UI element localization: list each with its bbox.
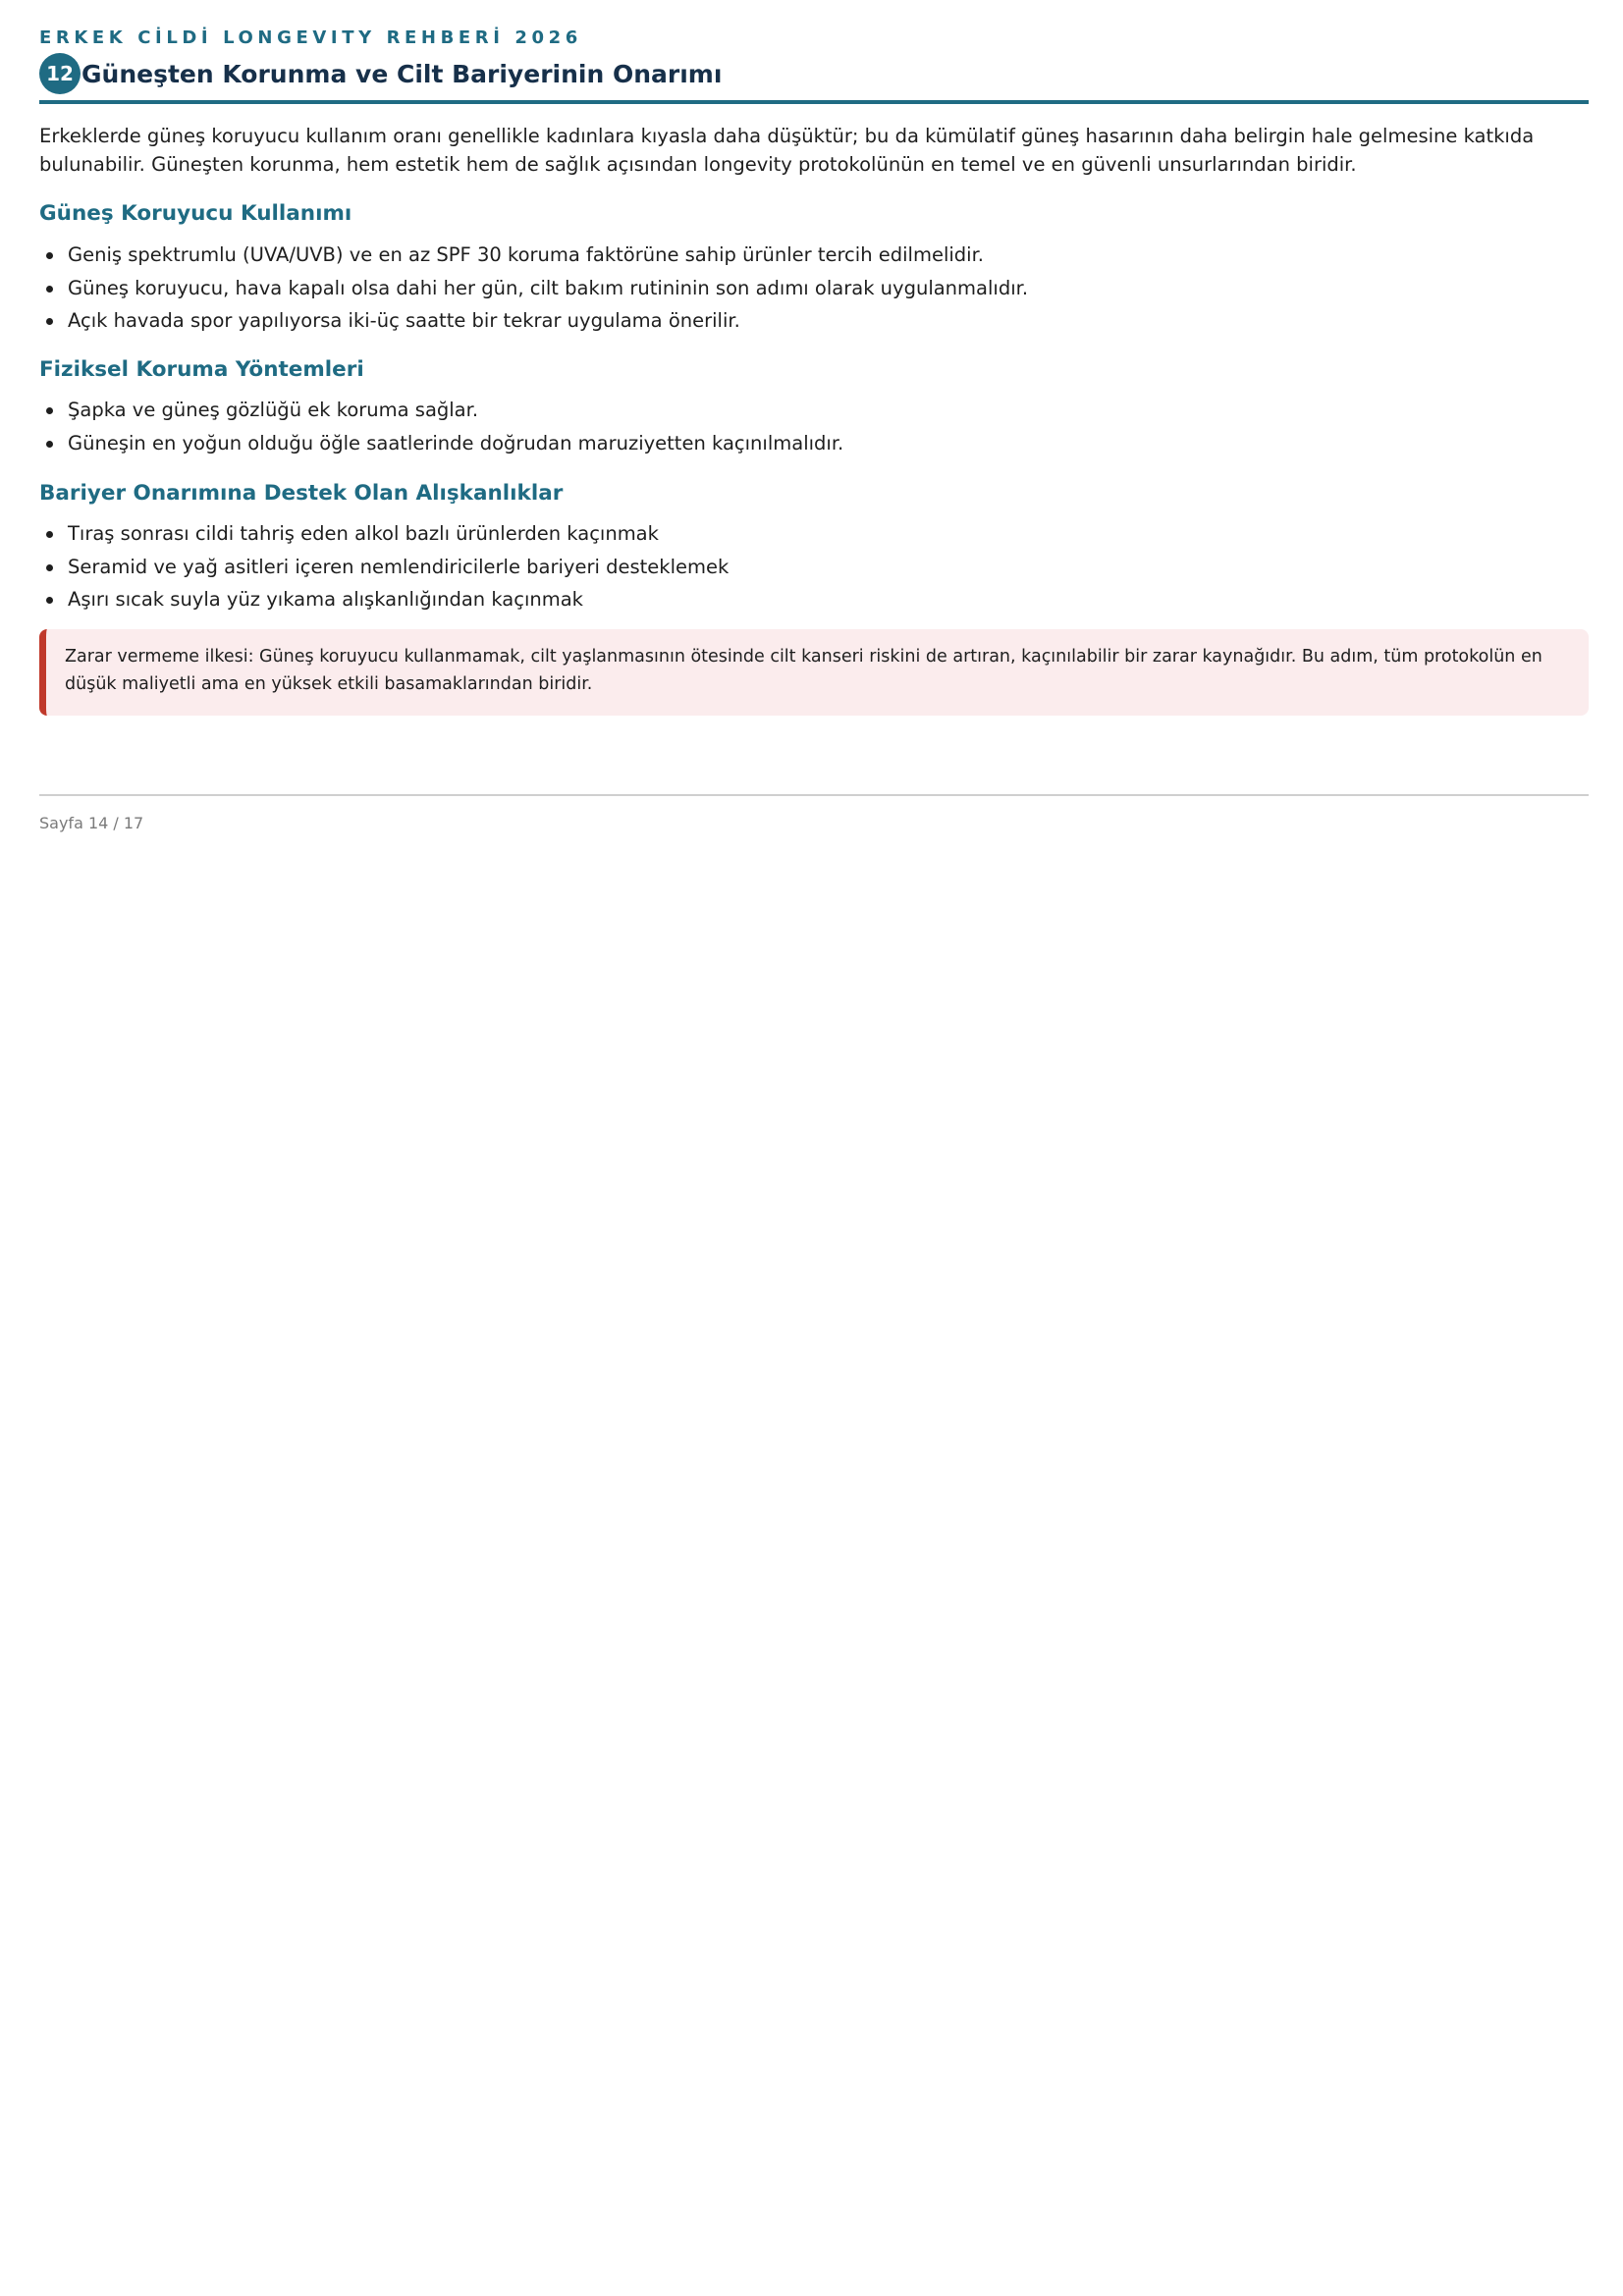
warning-callout bbox=[39, 629, 1589, 716]
page-number: Sayfa 14 / 17 bbox=[39, 814, 144, 832]
section-heading-barrier-habits: Bariyer Onarımına Destek Olan Alışkanlıklar bbox=[39, 481, 564, 506]
section-heading-physical-protection: Fiziksel Koruma Yöntemleri bbox=[39, 357, 364, 382]
list-item bbox=[39, 427, 1589, 460]
chapter-number-badge: 12 bbox=[39, 53, 81, 94]
bullet-dot-icon bbox=[46, 441, 53, 448]
list-item bbox=[39, 272, 1589, 305]
list-item-text: Güneş koruyucu, hava kapalı olsa dahi her gün, cilt bakım rutininin son adımı olarak uygulanmalıdır. bbox=[68, 276, 1029, 299]
chapter-title: Güneşten Korunma ve Cilt Bariyerinin Onarımı bbox=[81, 59, 723, 88]
intro-paragraph: Erkeklerde güneş koruyucu kullanım oranı genellikle kadınlara kıyasla daha düşüktür; bu da kümülatif güneş hasarının daha belirgin hale gelmesine katkıda bulunabilir. Güneşten korunma, hem estetik hem de sağlık açısından longevity protokolünün en temel ve en güvenli unsurlarından biridir. bbox=[39, 125, 1535, 176]
bullet-dot-icon bbox=[46, 407, 53, 414]
chapter-header bbox=[39, 53, 722, 94]
list-item bbox=[39, 394, 1589, 427]
bullet-dot-icon bbox=[46, 531, 53, 538]
physical-protection-list bbox=[39, 394, 1589, 459]
bullet-dot-icon bbox=[46, 286, 53, 293]
list-item-text: Güneşin en yoğun olduğu öğle saatlerinde doğrudan maruziyetten kaçınılmalıdır. bbox=[68, 431, 844, 454]
bullet-dot-icon bbox=[46, 318, 53, 325]
barrier-habits-list bbox=[39, 517, 1589, 616]
list-item bbox=[39, 517, 1589, 551]
list-item-text: Şapka ve güneş gözlüğü ek koruma sağlar. bbox=[68, 399, 479, 421]
bullet-dot-icon bbox=[46, 597, 53, 604]
list-item-text: Açık havada spor yapılıyorsa iki-üç saatte bir tekrar uygulama önerilir. bbox=[68, 309, 740, 332]
document-kicker: ERKEK CİLDİ LONGEVITY REHBERİ 2026 bbox=[39, 27, 582, 48]
callout-text: Zarar vermeme ilkesi: Güneş koruyucu kullanmamak, cilt yaşlanmasının ötesinde cilt kanseri riskini de artıran, kaçınılabilir bir zarar kaynağıdır. Bu adım, tüm protokolün en düşük maliyetli ama en yüksek etkili basamaklarından biridir. bbox=[65, 647, 1542, 694]
list-item bbox=[39, 239, 1589, 272]
footer-divider bbox=[39, 794, 1589, 796]
section-heading-sunscreen: Güneş Koruyucu Kullanımı bbox=[39, 201, 352, 226]
list-item bbox=[39, 304, 1589, 338]
list-item bbox=[39, 551, 1589, 584]
bullet-dot-icon bbox=[46, 252, 53, 259]
list-item-text: Tıraş sonrası cildi tahriş eden alkol bazlı ürünlerden kaçınmak bbox=[68, 522, 659, 545]
title-divider bbox=[39, 100, 1589, 104]
list-item bbox=[39, 583, 1589, 616]
list-item-text: Aşırı sıcak suyla yüz yıkama alışkanlığından kaçınmak bbox=[68, 588, 583, 611]
sunscreen-list bbox=[39, 239, 1589, 338]
list-item-text: Seramid ve yağ asitleri içeren nemlendiricilerle bariyeri desteklemek bbox=[68, 555, 730, 578]
bullet-dot-icon bbox=[46, 564, 53, 571]
list-item-text: Geniş spektrumlu (UVA/UVB) ve en az SPF 30 koruma faktörüne sahip ürünler tercih edilmelidir. bbox=[68, 243, 985, 266]
